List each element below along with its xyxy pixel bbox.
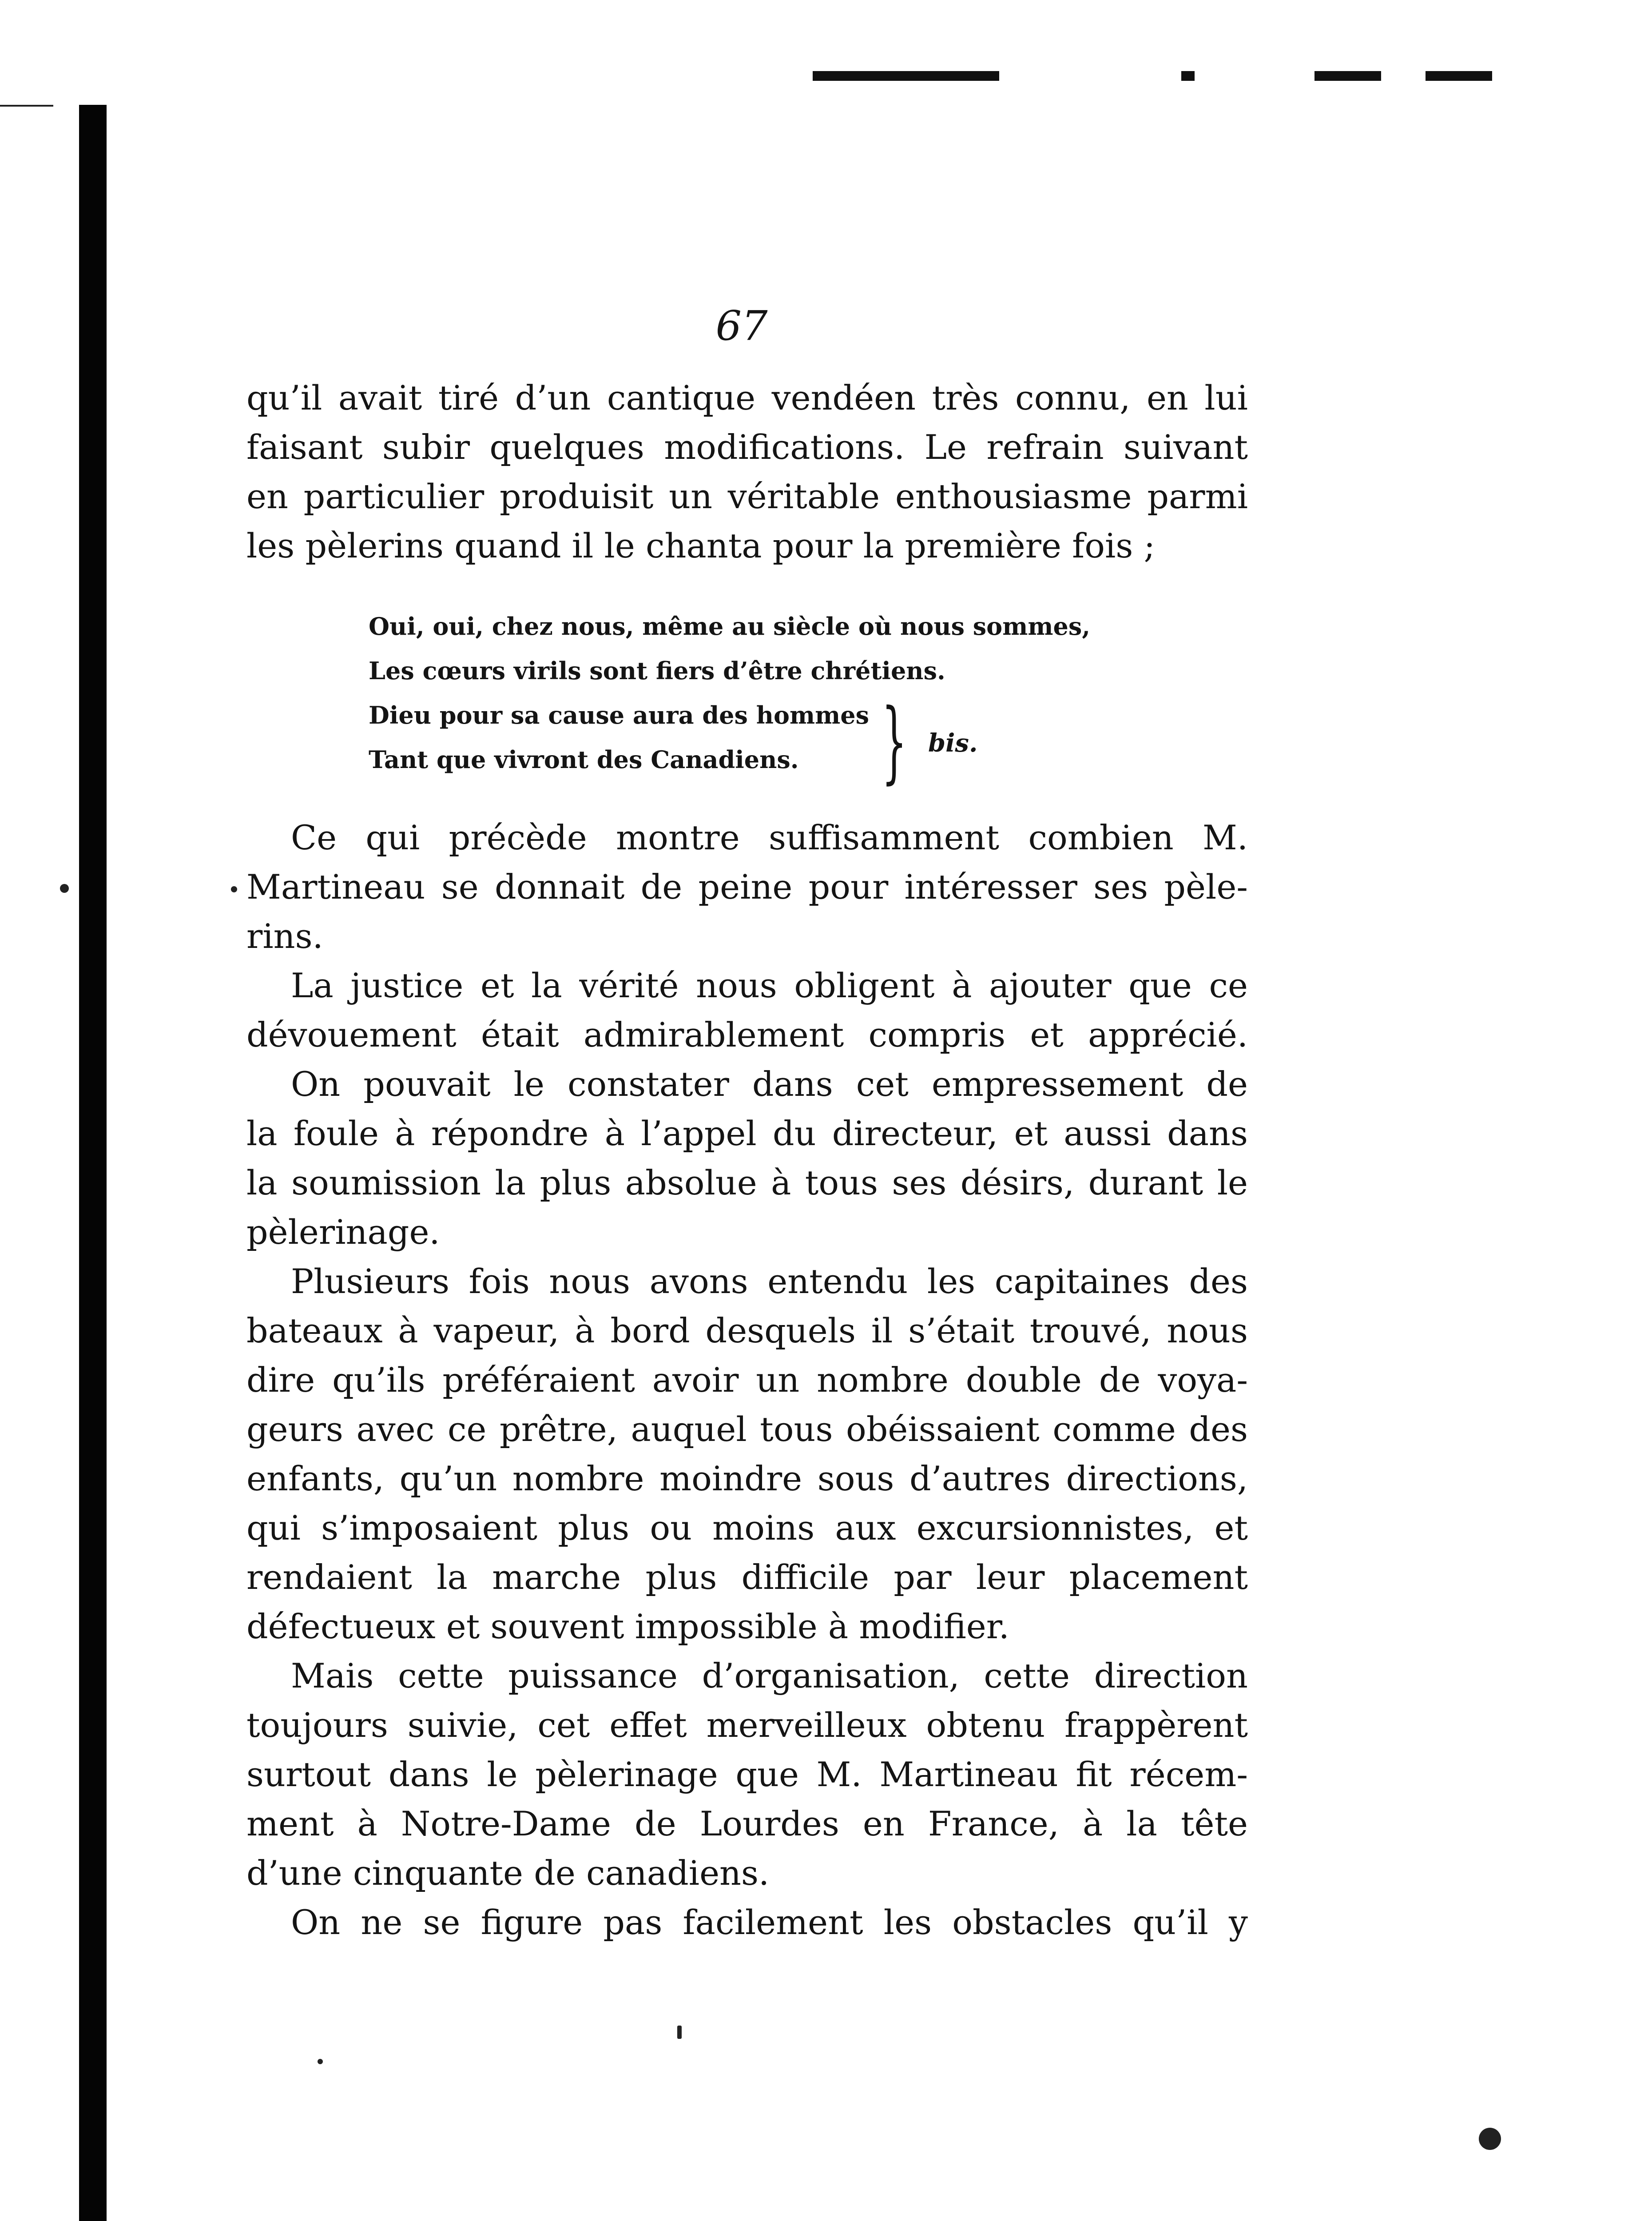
top-rule bbox=[0, 105, 53, 107]
text-line: bateaux à vapeur, à bord desquels il s’était trouvé, nous bbox=[246, 1311, 1248, 1350]
page-number: 67 bbox=[715, 302, 768, 350]
scan-speck bbox=[677, 2026, 682, 2039]
text-line: surtout dans le pèlerinage que M. Martineau fit récem- bbox=[246, 1755, 1248, 1794]
paragraph-7 bbox=[246, 1898, 1248, 1947]
text-line: Martineau se donnait de peine pour intéresser ses pèle- bbox=[246, 867, 1248, 907]
verse-line: Tant que vivront des Canadiens. bbox=[369, 745, 799, 774]
text-line: faisant subir quelques modifications. Le refrain suivant bbox=[246, 427, 1248, 467]
text-line: geurs avec ce prêtre, auquel tous obéissaient comme des bbox=[246, 1409, 1248, 1449]
text-line: rins. bbox=[246, 916, 323, 956]
paragraph-6 bbox=[246, 1651, 1248, 1898]
paragraph-1 bbox=[246, 373, 1248, 570]
text-line: défectueux et souvent impossible à modifier. bbox=[246, 1607, 1009, 1646]
scan-speck bbox=[318, 2059, 323, 2064]
top-scan-mark bbox=[1426, 71, 1492, 81]
text-line: dire qu’ils préféraient avoir un nombre double de voya- bbox=[246, 1360, 1248, 1400]
text-line: la foule à répondre à l’appel du directeur, et aussi dans bbox=[246, 1114, 1248, 1153]
bis-mark: bis. bbox=[928, 728, 978, 758]
text-line: On ne se figure pas facilement les obstacles qu’il y bbox=[291, 1903, 1248, 1942]
text-line: Ce qui précède montre suffisamment combien M. bbox=[291, 818, 1248, 857]
top-scan-mark bbox=[813, 71, 999, 81]
verse-refrain bbox=[369, 604, 1124, 782]
text-line: ment à Notre-Dame de Lourdes en France, à la tête bbox=[246, 1804, 1248, 1843]
paragraph-3 bbox=[246, 961, 1248, 1059]
scan-speck bbox=[231, 886, 237, 892]
paragraph-2 bbox=[246, 813, 1248, 961]
text-line: rendaient la marche plus difficile par leur placement bbox=[246, 1557, 1248, 1597]
text-line: qui s’imposaient plus ou moins aux excursionnistes, et bbox=[246, 1508, 1248, 1548]
text-line: dévouement était admirablement compris et apprécié. bbox=[246, 1015, 1248, 1055]
verse-line: Les cœurs virils sont fiers d’être chrétiens. bbox=[369, 657, 945, 685]
text-line: Mais cette puissance d’organisation, cette direction bbox=[291, 1656, 1248, 1696]
text-line: qu’il avait tiré d’un cantique vendéen très connu, en lui bbox=[246, 378, 1248, 418]
text-line: la soumission la plus absolue à tous ses désirs, durant le bbox=[246, 1163, 1248, 1202]
text-line: les pèlerins quand il le chanta pour la première fois ; bbox=[246, 526, 1156, 565]
text-line: Plusieurs fois nous avons entendu les capitaines des bbox=[291, 1262, 1248, 1301]
text-line: en particulier produisit un véritable enthousiasme parmi bbox=[246, 477, 1248, 516]
scan-speck bbox=[1479, 2128, 1501, 2150]
text-line: pèlerinage. bbox=[246, 1212, 440, 1252]
book-spine-shadow bbox=[79, 105, 107, 2221]
verse-line: Oui, oui, chez nous, même au siècle où nous sommes, bbox=[369, 612, 1091, 641]
top-scan-mark bbox=[1181, 71, 1195, 81]
verse-brace: } bbox=[882, 690, 907, 793]
text-line: La justice et la vérité nous obligent à ajouter que ce bbox=[291, 966, 1248, 1005]
text-line: enfants, qu’un nombre moindre sous d’autres directions, bbox=[246, 1459, 1248, 1498]
text-line: d’une cinquante de canadiens. bbox=[246, 1853, 770, 1893]
paragraph-5 bbox=[246, 1257, 1248, 1651]
paragraph-4 bbox=[246, 1059, 1248, 1257]
text-line: On pouvait le constater dans cet empressement de bbox=[291, 1064, 1248, 1104]
verse-line: Dieu pour sa cause aura des hommes bbox=[369, 701, 870, 729]
top-scan-mark bbox=[1314, 71, 1381, 81]
scan-speck bbox=[60, 884, 69, 893]
text-line: toujours suivie, cet effet merveilleux obtenu frappèrent bbox=[246, 1705, 1248, 1745]
